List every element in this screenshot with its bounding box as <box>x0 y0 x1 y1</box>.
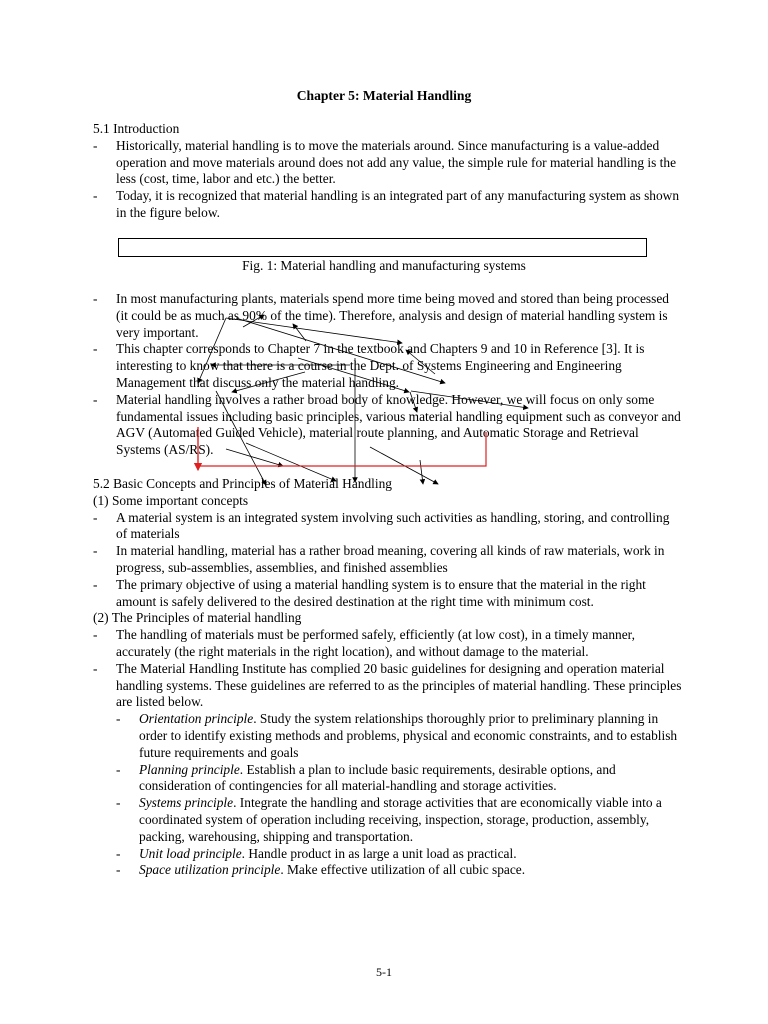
bullet-text: In material handling, material has a rather broad meaning, covering all kinds of raw materials, work in progress, sub-assemblies, assemblies, and finished assemblies <box>116 543 665 575</box>
bullet-dash: - <box>93 391 98 407</box>
bullet-item <box>93 392 683 459</box>
bullet-text: The handling of materials must be performed safely, efficiently (at low cost), in a timely manner, accurately (the right materials in the right location), and without damage to the material. <box>116 627 635 659</box>
bullet-dash: - <box>93 341 98 357</box>
chapter-title: Chapter 5: Material Handling <box>296 88 472 103</box>
subsection-heading: (1) Some important concepts <box>93 492 249 508</box>
intro-continued <box>93 291 683 459</box>
bullet-dash: - <box>116 795 121 811</box>
bullet-item <box>93 577 683 611</box>
principle-description: . Make effective utilization of all cubic space. <box>280 862 526 878</box>
bullet-text: The primary objective of using a material handling system is to ensure that the material in the right amount is safely delivered to the desired destination at the right time with minimum cost. <box>116 576 646 609</box>
principle-description: . Establish a plan to include basic requirements, desirable options, and consideration of contingencies for all material-handling and storage activities. <box>139 761 616 794</box>
bullet-text: Material handling involves a rather broad body of knowledge. However, we will focus on only some fundamental issues including basic principles, various material handling equipment such as conveyor and AGV (Automated Guided Vehicle), material route planning, and Automatic Storage and Retrieval Systems (AS/RS). <box>116 391 681 458</box>
principle-item <box>116 795 683 845</box>
principle-item <box>116 846 683 863</box>
principle-description: . Integrate the handling and storage activities that are economically viable into a coordinated system of operation including receiving, inspection, storage, production, assembly, packing, warehousing, shipping and transportation. <box>139 795 662 844</box>
bullet-item <box>93 341 683 391</box>
bullet-item <box>93 510 683 544</box>
figure-frame <box>118 238 647 257</box>
bullet-text: The Material Handling Institute has complied 20 basic guidelines for designing and operation material handling systems. These guidelines are referred to as the principles of material handling. These principles are listed below. <box>116 660 682 710</box>
figure-caption: Fig. 1: Material handling and manufacturing systems <box>242 258 526 273</box>
principle-name: Unit load principle <box>139 845 242 861</box>
principle-item <box>116 762 683 796</box>
section-heading: 5.1 Introduction <box>93 121 180 136</box>
bullet-dash: - <box>93 660 98 676</box>
section-heading: 5.2 Basic Concepts and Principles of Material Handling <box>93 476 392 491</box>
intro-section <box>93 121 683 222</box>
principle-item <box>116 711 683 761</box>
bullet-item <box>93 138 683 188</box>
bullet-dash: - <box>116 761 121 777</box>
principle-text <box>139 711 683 761</box>
bullet-dash: - <box>93 627 98 643</box>
bullet-text: Today, it is recognized that material handling is an integrated part of any manufacturing system as shown in the figure below. <box>116 188 680 220</box>
bullet-item <box>93 291 683 341</box>
bullet-text: Historically, material handling is to move the materials around. Since manufacturing is a value-added operation and move materials around does not add any value, the simple rule for material handling is the less (cost, time, labor and etc.) the better. <box>116 137 677 187</box>
principle-text <box>139 795 683 845</box>
principle-name: Systems principle <box>139 795 234 811</box>
principle-description: . Study the system relationships thoroughly prior to preliminary planning in order to identify existing methods and problems, physical and economic constraints, and to establish future requirements and goals <box>139 711 678 760</box>
bullet-dash: - <box>116 711 121 727</box>
bullet-dash: - <box>93 509 98 525</box>
principle-name: Planning principle <box>139 761 240 777</box>
bullet-item <box>93 627 683 661</box>
principle-text <box>139 862 683 879</box>
principle-description: . Handle product in as large a unit load as practical. <box>241 845 517 861</box>
principle-text <box>139 846 683 863</box>
bullet-text: A material system is an integrated system involving such activities as handling, storing, and controlling of materials <box>116 509 670 542</box>
bullet-dash: - <box>93 137 98 153</box>
page-number: 5-1 <box>376 965 392 979</box>
principle-text <box>139 762 683 796</box>
principle-name: Orientation principle <box>139 711 254 727</box>
bullet-dash: - <box>93 291 98 306</box>
principle-item <box>116 862 683 879</box>
section-5-2 <box>93 476 683 879</box>
bullet-text: This chapter corresponds to Chapter 7 in the textbook and Chapters 9 and 10 in Reference [3]. It is interesting to know that there is a course in the Dept. of Systems Engineering and Engineering Management that discuss only the material handling. <box>116 341 645 390</box>
bullet-dash: - <box>93 576 98 592</box>
bullet-item <box>93 543 683 577</box>
bullet-dash: - <box>116 862 121 878</box>
bullet-dash: - <box>93 543 98 559</box>
bullet-item <box>93 661 683 711</box>
principle-name: Space utilization principle <box>139 862 281 878</box>
bullet-text: In most manufacturing plants, materials spend more time being moved and stored than being processed (it could be as much as 90% of the time). Therefore, analysis and design of material handling system is very important. <box>116 291 669 340</box>
subsection-heading: (2) The Principles of material handling <box>93 610 302 626</box>
bullet-dash: - <box>93 188 98 204</box>
bullet-item <box>93 188 683 222</box>
bullet-dash: - <box>116 845 121 861</box>
